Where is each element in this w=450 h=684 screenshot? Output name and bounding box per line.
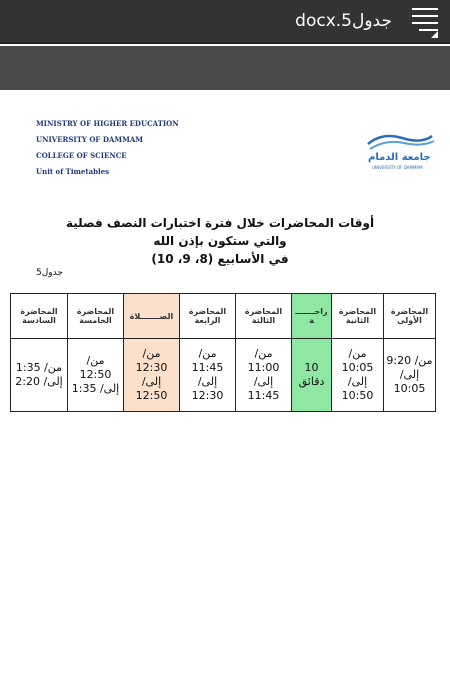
header-line-college: COLLEGE OF SCIENCE: [36, 151, 127, 160]
document-title: جدول5.docx: [295, 11, 392, 31]
header-cell: المحاضرة الثالثة: [236, 294, 292, 339]
time-cell: من/ 1:35 إلى/ 2:20: [11, 339, 68, 412]
timetable: [10, 293, 436, 412]
logo-arabic-text: جامعة الدمام: [368, 152, 431, 163]
header-cell: المحاضرة الخامسة: [68, 294, 124, 339]
header-cell: المحاضرة الرابعة: [180, 294, 236, 339]
time-cell-break: 10 دقائق: [292, 339, 332, 412]
app-bar: [0, 0, 450, 44]
time-cell: من/ 9:20 إلى/ 10:05: [384, 339, 436, 412]
logo-english-text: UNIVERSITY OF DAMMAM: [372, 165, 423, 170]
time-cell: من/ 11:00 إلى/ 11:45: [236, 339, 292, 412]
institution-header: [36, 116, 179, 180]
header-cell: المحاضرة السادسة: [11, 294, 68, 339]
header-cell: المحاضرة الأولى: [384, 294, 436, 339]
table-header-row: [11, 294, 436, 339]
document-page: [0, 92, 450, 684]
time-cell: من/ 11:45 إلى/ 12:30: [180, 339, 236, 412]
time-cell-prayer: من/ 12:30 إلى/ 12:50: [124, 339, 180, 412]
title-line-2: في الأسابيع (8، 9، 10): [151, 252, 289, 266]
header-line-unit: Unit of Timetables: [36, 167, 110, 176]
time-cell: من/ 10:05 إلى/ 10:50: [332, 339, 384, 412]
timetable-title: [50, 214, 390, 268]
menu-icon[interactable]: [408, 6, 438, 38]
time-cell: من/ 12:50 إلى/ 1:35: [68, 339, 124, 412]
title-line-1: أوقات المحاضرات خلال فترة اختبارات النصف فصلية والتي ستكون بإذن الله: [65, 216, 375, 248]
table-time-row: [11, 339, 436, 412]
header-line-university: UNIVERSITY OF DAMMAM: [36, 135, 144, 144]
header-cell-prayer: الصـــــــلاة: [124, 294, 180, 339]
table-label: جدول5: [36, 268, 63, 278]
toolbar-strip: [0, 46, 450, 90]
university-logo: [362, 130, 440, 172]
header-cell-break: راحـــــــة: [292, 294, 332, 339]
header-cell: المحاضرة الثانية: [332, 294, 384, 339]
header-line-ministry: MINISTRY OF HIGHER EDUCATION: [36, 119, 179, 128]
logo-waves-icon: [362, 130, 440, 154]
